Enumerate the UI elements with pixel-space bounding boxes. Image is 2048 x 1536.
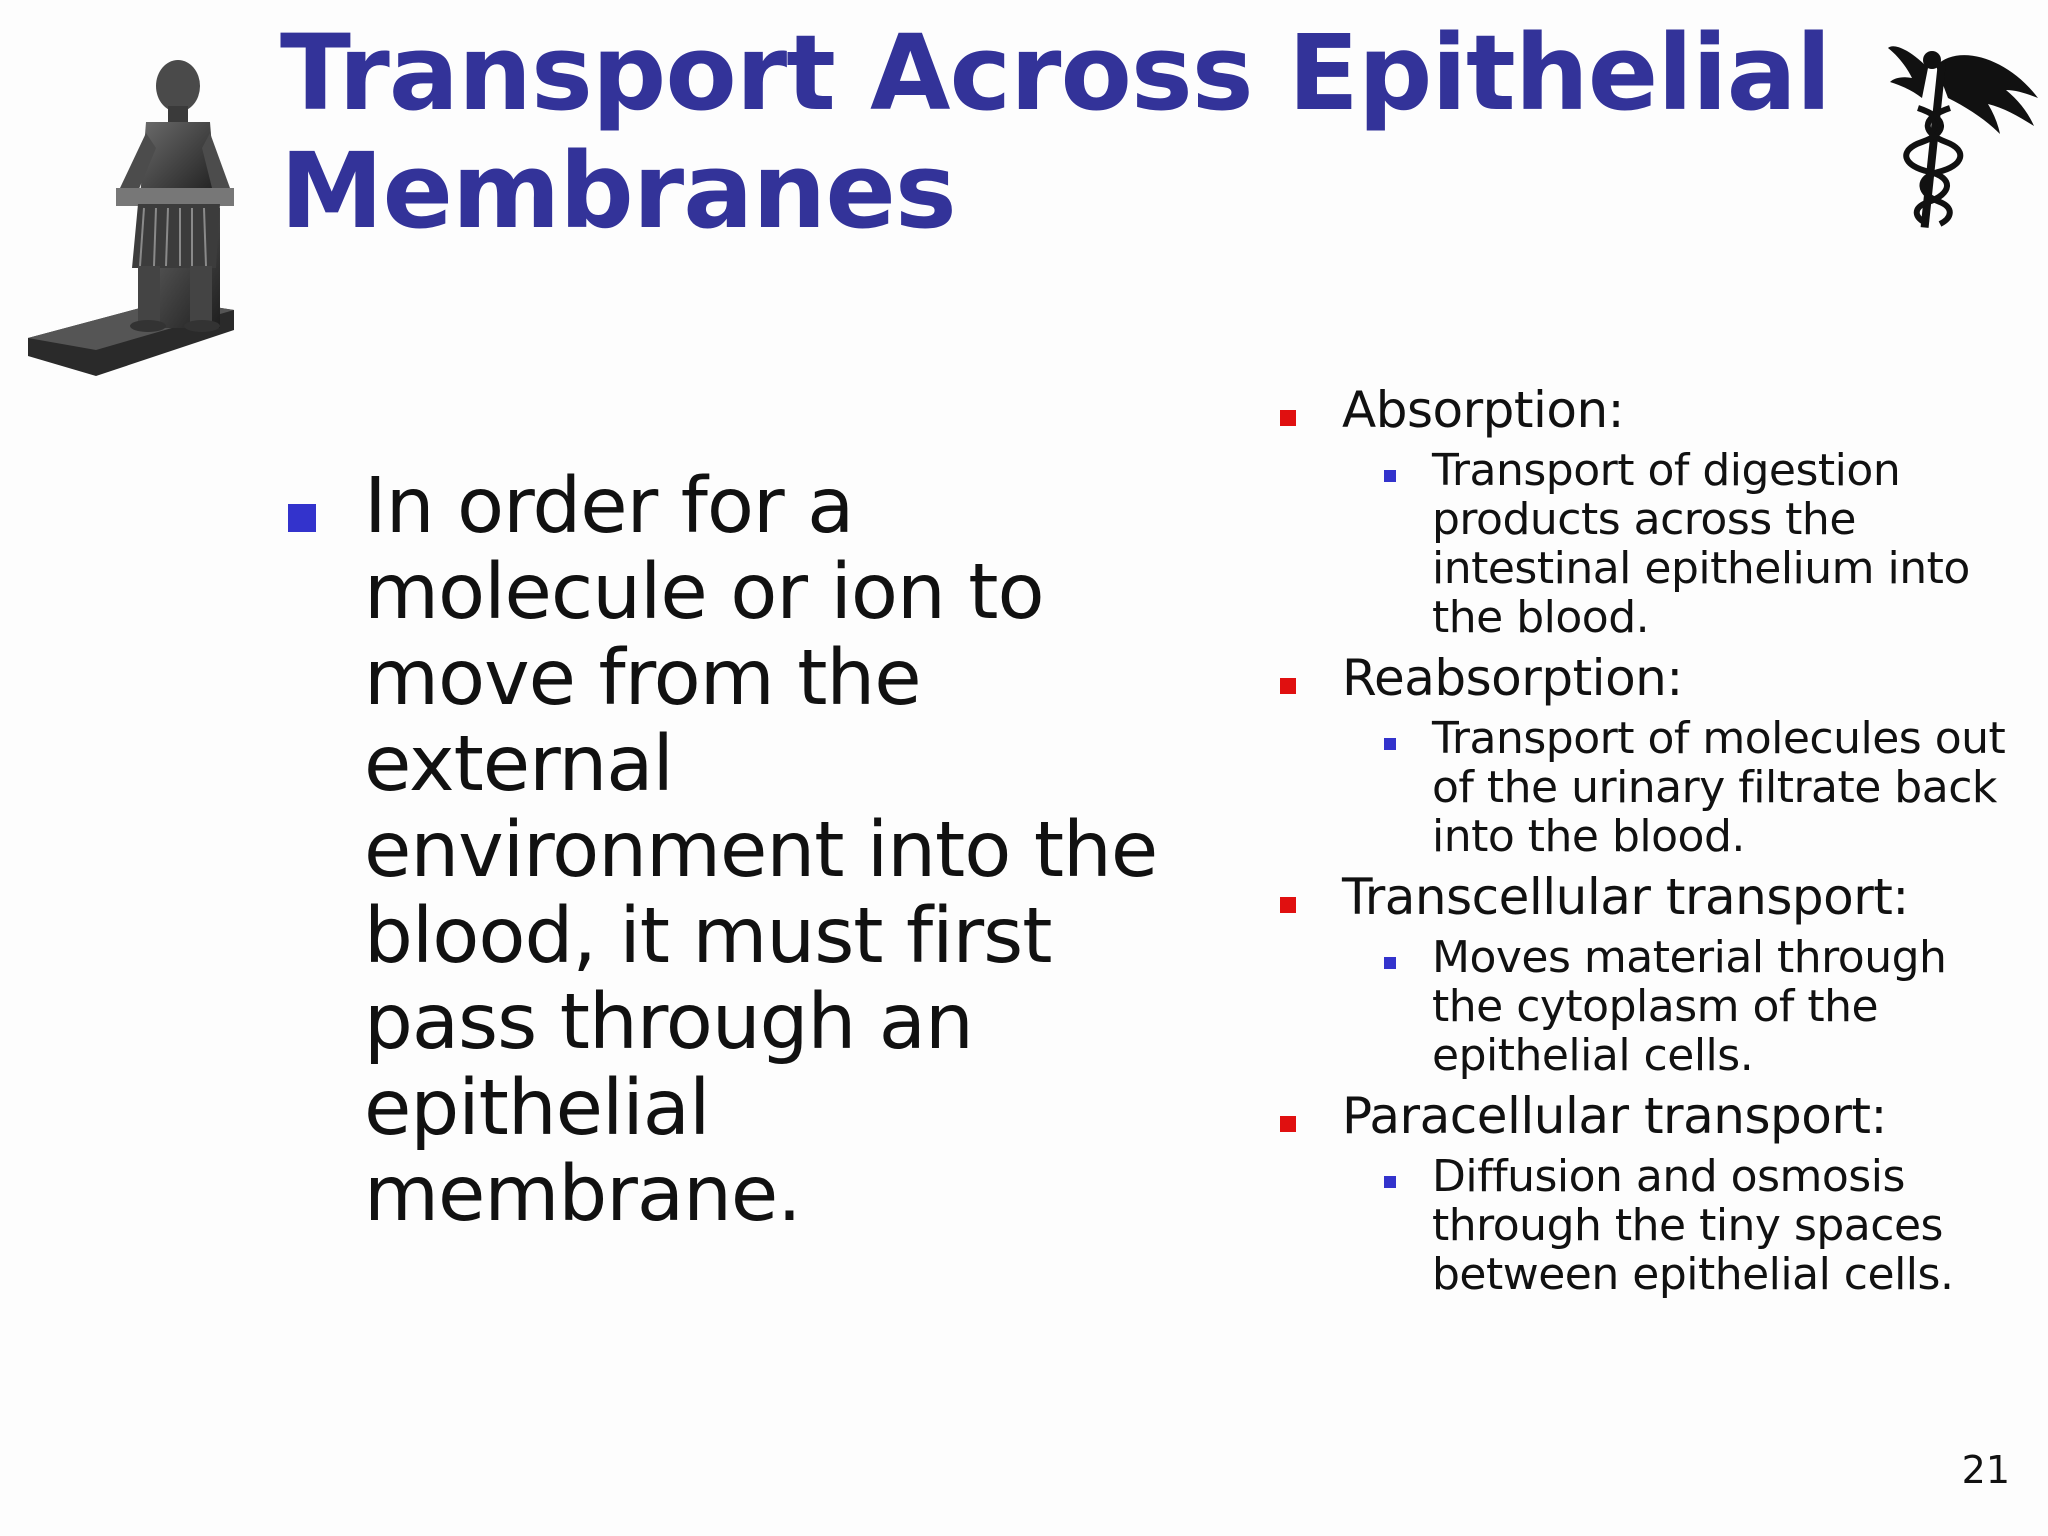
bullet-square-icon xyxy=(1280,410,1296,426)
sub-bullet-square-icon xyxy=(1384,470,1396,482)
list-item xyxy=(1280,1086,2020,1299)
seated-statue-icon xyxy=(20,38,250,378)
sub-bullet-square-icon xyxy=(1384,1176,1396,1188)
list-item xyxy=(1280,648,2020,861)
list-item xyxy=(1280,380,2020,642)
bullet-square-icon xyxy=(1280,1116,1296,1132)
item-detail: Diffusion and osmosis through the tiny spaces between epithelial cells. xyxy=(1432,1151,1954,1300)
page-title: Transport Across Epithelial Membranes xyxy=(280,12,1831,252)
bullet-square-icon xyxy=(1280,678,1296,694)
item-detail: Moves material through the cytoplasm of the epithelial cells. xyxy=(1432,932,1947,1081)
list-item xyxy=(1280,867,2020,1080)
sub-bullet-square-icon xyxy=(1384,738,1396,750)
bullet-square-icon xyxy=(1280,897,1296,913)
item-label: Transcellular transport: xyxy=(1342,868,1909,926)
item-label: Paracellular transport: xyxy=(1342,1087,1887,1145)
bullet-square-icon xyxy=(288,504,316,532)
item-detail: Transport of molecules out of the urinary filtrate back into the blood. xyxy=(1432,713,2006,862)
main-point-text: In order for a molecule or ion to move from the external environment into the blood, it must first pass through an epithelial membrane. xyxy=(364,462,1158,1239)
caduceus-icon xyxy=(1888,38,2048,228)
item-detail: Transport of digestion products across the intestinal epithelium into the blood. xyxy=(1432,445,1970,643)
transport-list xyxy=(1280,380,2020,1305)
sub-bullet-square-icon xyxy=(1384,957,1396,969)
main-point-block xyxy=(288,464,1168,1238)
item-label: Absorption: xyxy=(1342,381,1624,439)
page-number: 21 xyxy=(1961,1448,2010,1492)
item-label: Reabsorption: xyxy=(1342,649,1683,707)
